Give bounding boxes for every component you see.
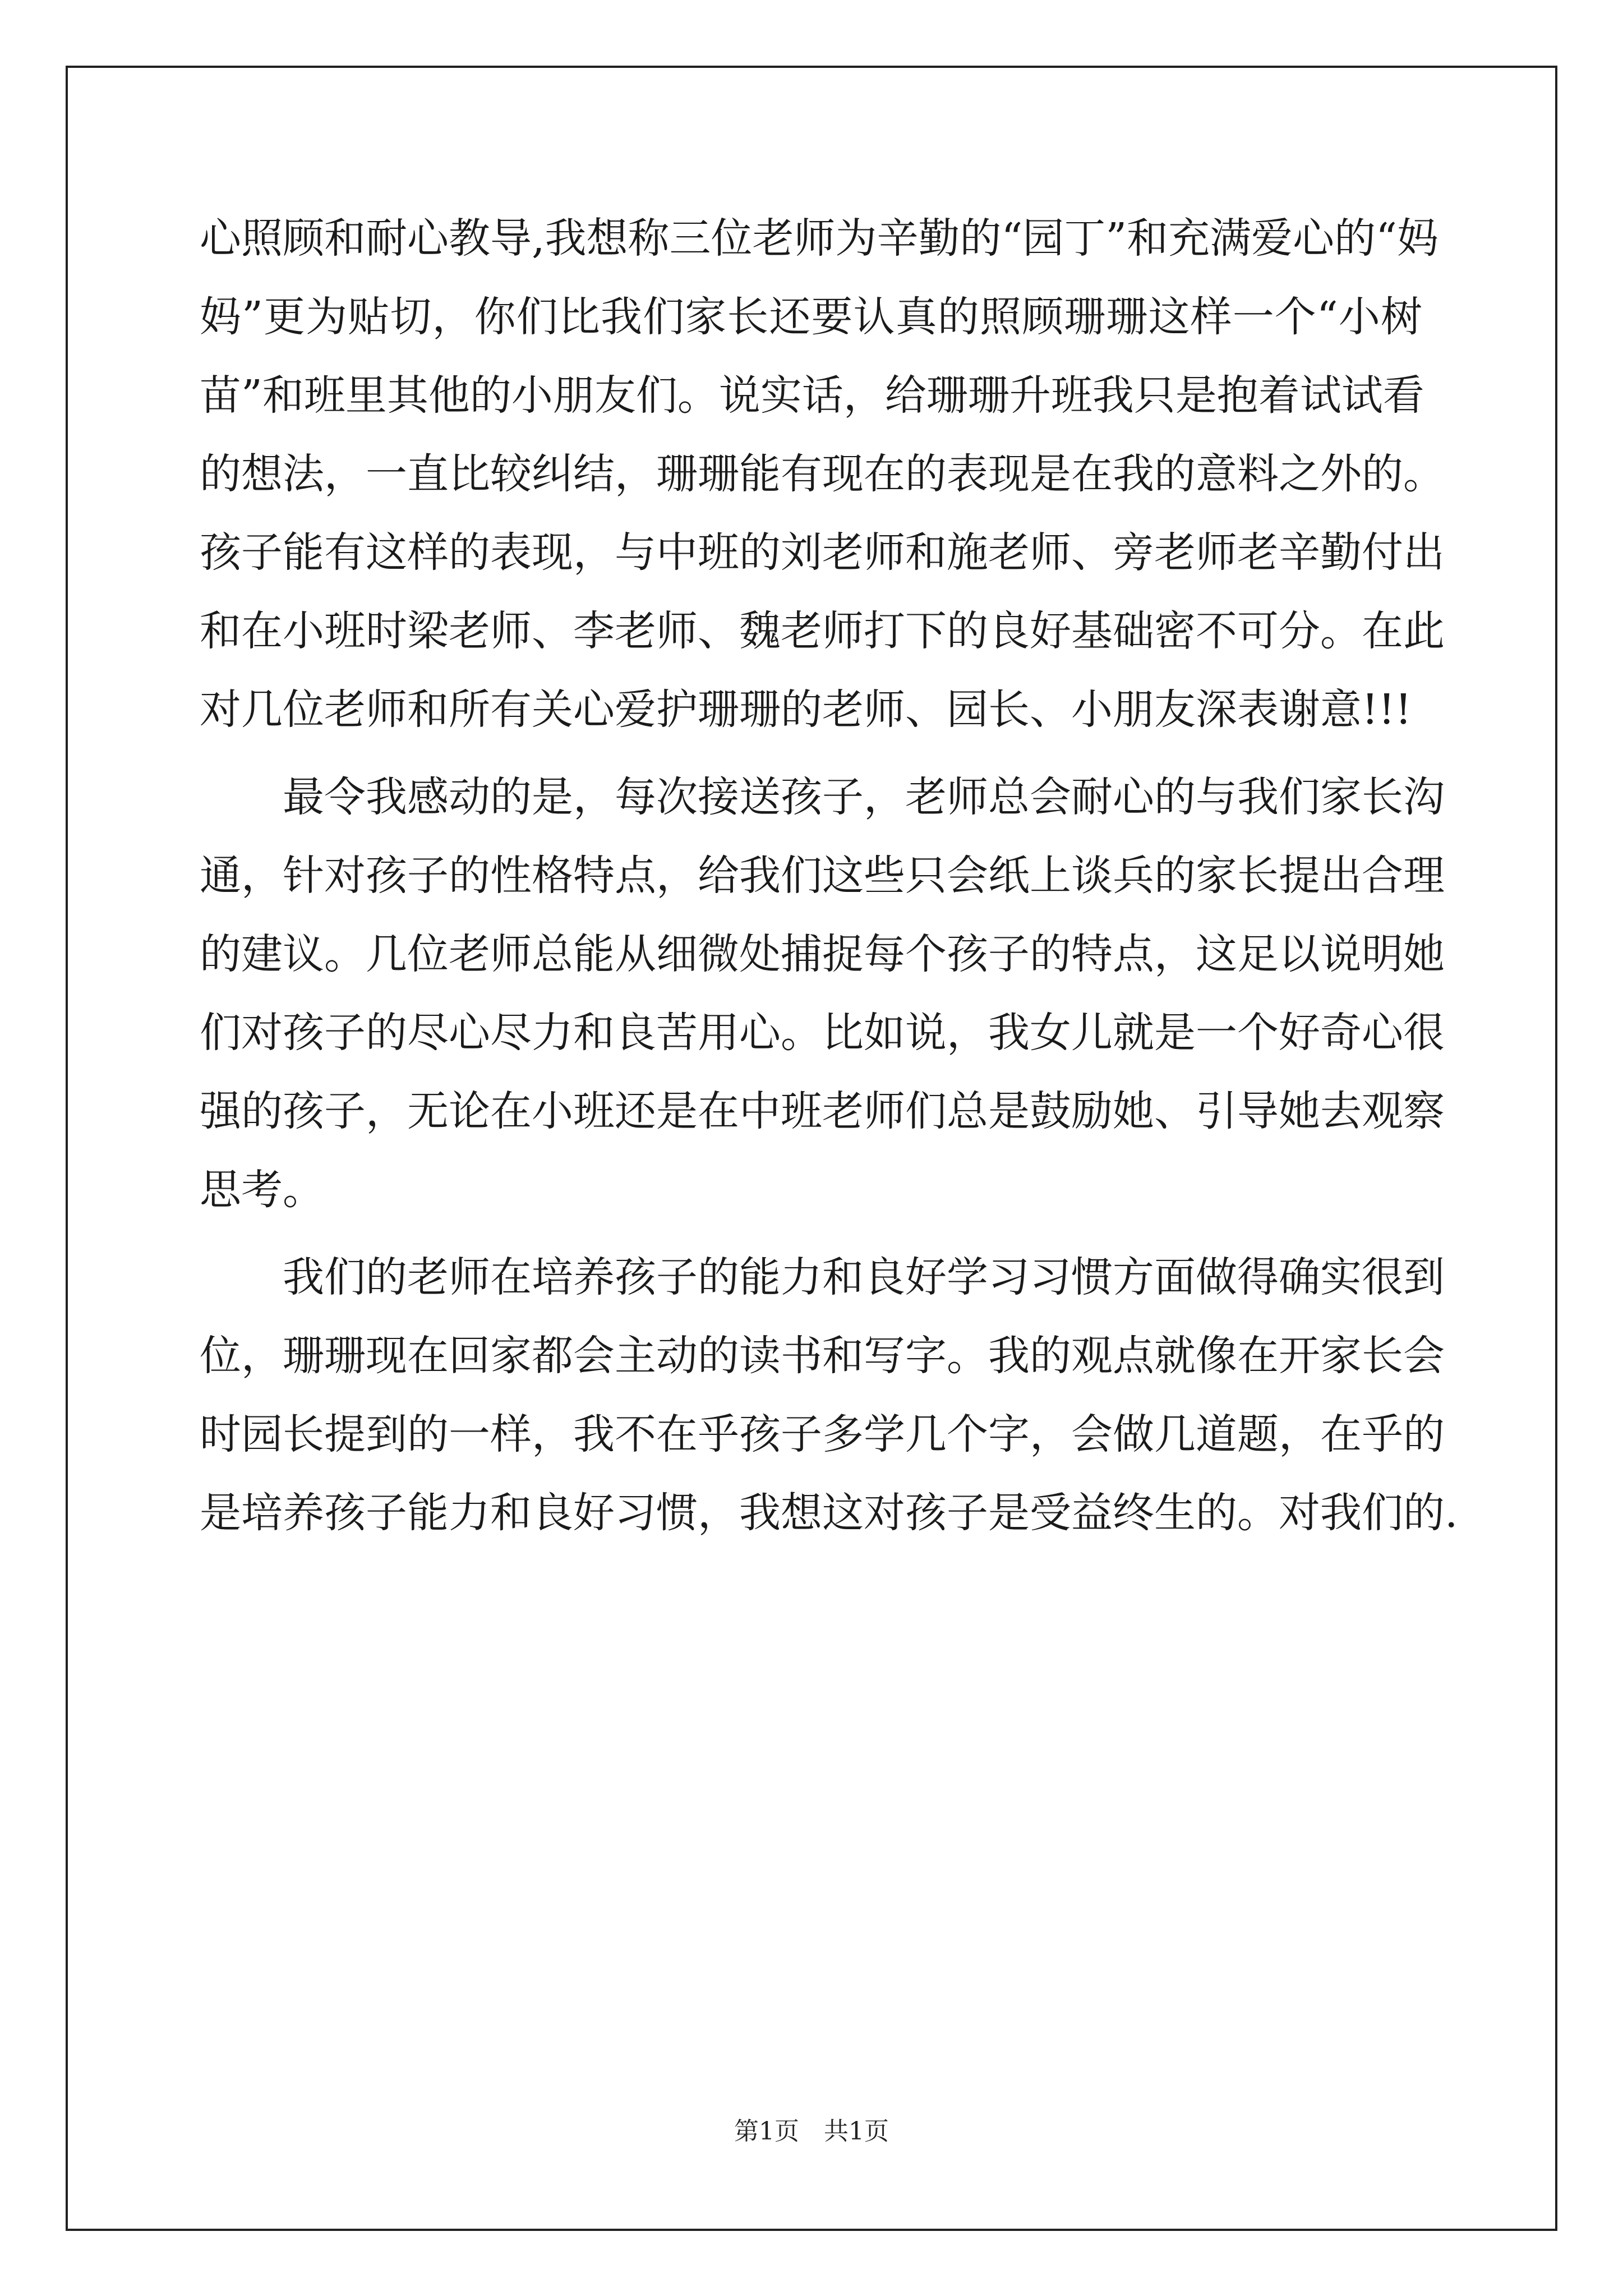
paragraph-3	[200, 1238, 1458, 1552]
paragraph-spacer	[200, 749, 1422, 758]
text-line: 位，珊珊现在回家都会主动的读书和写字。我的观点就像在开家长会	[200, 1332, 1445, 1380]
text-line: 对几位老师和所有关心爱护珊珊的老师、园长、小朋友深表谢意!!!	[200, 685, 1412, 734]
text-line: 通，针对孩子的性格特点，给我们这些只会纸上谈兵的家长提出合理	[200, 852, 1445, 900]
text-line: 们对孩子的尽心尽力和良苦用心。比如说，我女儿就是一个好奇心很	[200, 1009, 1445, 1057]
paragraph-spacer	[200, 1229, 1422, 1238]
page-footer: 第1页 共1页	[734, 2117, 889, 2146]
text-line: 的想法，一直比较纠结，珊珊能有现在的表现是在我的意料之外的。	[200, 450, 1445, 498]
text-line: 最令我感动的是，每次接送孩子，老师总会耐心的与我们家长沟	[200, 773, 1445, 821]
text-line: 的建议。几位老师总能从细微处捕捉每个孩子的特点，这足以说明她	[200, 930, 1445, 978]
text-line: 妈”更为贴切，你们比我们家长还要认真的照顾珊珊这样一个“小树	[200, 293, 1422, 341]
text-line: 心照顾和耐心教导,我想称三位老师为辛勤的“园丁”和充满爱心的“妈	[200, 214, 1439, 263]
text-line: 时园长提到的一样，我不在乎孩子多学几个字，会做几道题，在乎的	[200, 1410, 1445, 1458]
text-line: 我们的老师在培养孩子的能力和良好学习习惯方面做得确实很到	[200, 1253, 1445, 1301]
document-body	[200, 199, 1458, 1552]
text-line: 孩子能有这样的表现，与中班的刘老师和施老师、旁老师老辛勤付出	[200, 528, 1445, 577]
text-line: 苗”和班里其他的小朋友们。说实话，给珊珊升班我只是抱着试试看	[200, 371, 1424, 420]
text-line: 和在小班时梁老师、李老师、魏老师打下的良好基础密不可分。在此	[200, 607, 1445, 655]
paragraph-2	[200, 758, 1445, 1229]
text-line: 是培养孩子能力和良好习惯，我想这对孩子是受益终生的。对我们的.	[200, 1489, 1458, 1537]
text-line: 强的孩子，无论在小班还是在中班老师们总是鼓励她、引导她去观察	[200, 1087, 1445, 1135]
text-line: 思考。	[200, 1166, 324, 1214]
paragraph-1	[200, 199, 1445, 749]
